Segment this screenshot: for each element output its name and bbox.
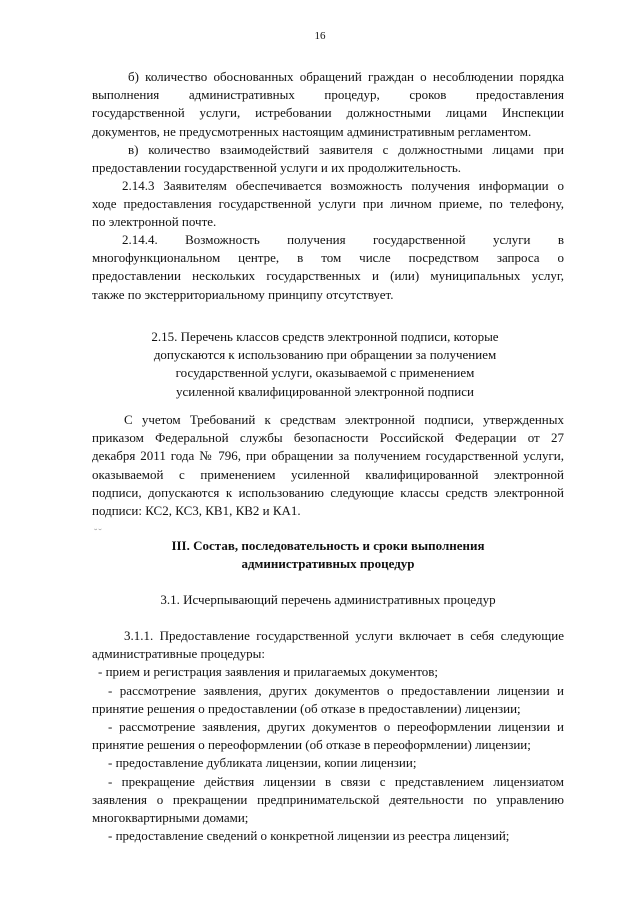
heading-line: усиленной квалифицированной электронной подписи xyxy=(176,383,474,399)
scan-mark: ˘˘ xyxy=(94,528,103,539)
text-line: многоквартирными домами; xyxy=(92,810,249,826)
list-item: - предоставление дубликата лицензии, копии лицензии; xyxy=(108,755,417,771)
section-3-heading xyxy=(92,537,564,573)
text-line: 3.1.1. Предоставление государственной услуги включает в себя следующие xyxy=(124,628,564,643)
paragraph-b xyxy=(92,68,564,141)
text-line: ходе предоставления государственной услуги при личном приеме, по телефону, xyxy=(92,196,564,212)
list-item: - рассмотрение заявления, других документов о предоставлении лицензии и xyxy=(108,682,564,698)
section-2-15-heading xyxy=(110,328,540,401)
list-item: - прекращение действия лицензии в связи с представлением лицензиатом xyxy=(108,773,564,789)
text-line: оказываемой с применением усиленной квалифицированной электронной xyxy=(92,466,564,482)
paragraph-2-14-4 xyxy=(92,231,564,304)
text-line: в) количество взаимодействий заявителя с должностными лицами при xyxy=(128,142,564,157)
text-line: 2.14.3 Заявителям обеспечивается возможность получения информации о xyxy=(122,178,564,193)
text-line: предоставлении государственной услуги и их продолжительность. xyxy=(92,160,462,176)
text-line: С учетом Требований к средствам электронной подписи, утвержденных xyxy=(124,412,564,427)
text-line: государственной услуги, истребовании должностными лицами Инспекции xyxy=(92,105,564,121)
list-item: - предоставление сведений о конкретной лицензии из реестра лицензий; xyxy=(108,828,510,844)
heading-line: государственной услуги, оказываемой с применением xyxy=(175,365,475,381)
text-line: заявления о прекращении предпринимательской деятельности по управлению xyxy=(92,791,564,807)
text-line: принятие решения о предоставлении (об отказе в предоставлении) лицензии; xyxy=(92,700,521,716)
text-line: предоставлении нескольких государственных и (или) муниципальных услуг, xyxy=(92,268,564,284)
text-line: по электронной почте. xyxy=(92,214,217,230)
text-line: декабря 2011 года № 796, при обращении за получением государственной услуги, xyxy=(92,448,564,464)
text-line: подписи, допускаются к использованию следующие классы средств электронной xyxy=(92,484,564,500)
paragraph-3-1-1 xyxy=(92,627,564,845)
text-line: документов, не предусмотренных настоящим административным регламентом. xyxy=(92,123,532,139)
heading-line: III. Состав, последовательность и сроки выполнения xyxy=(171,538,485,553)
paragraph-requirements xyxy=(92,411,564,520)
section-3-1-heading xyxy=(92,591,564,609)
list-item: - прием и регистрация заявления и прилагаемых документов; xyxy=(98,664,439,680)
text-line: также по экстерриториальному принципу отсутствует. xyxy=(92,286,394,302)
list-item: - рассмотрение заявления, других документов о переоформлении лицензии и xyxy=(108,719,564,735)
paragraph-2-14-3 xyxy=(92,177,564,232)
heading-line: допускаются к использованию при обращении за получением xyxy=(153,347,497,363)
paragraph-v xyxy=(92,141,564,177)
text-line: б) количество обоснованных обращений граждан о несоблюдении порядка xyxy=(128,69,564,84)
text-line: выполнения административных процедур, сроков предоставления xyxy=(92,87,564,103)
heading-line: 2.15. Перечень классов средств электронной подписи, которые xyxy=(151,329,499,344)
heading-line: 3.1. Исчерпывающий перечень административных процедур xyxy=(160,592,496,607)
page-number: 16 xyxy=(314,30,326,42)
text-line: приказом Федеральной службы безопасности Российской Федерации от 27 xyxy=(92,430,564,446)
heading-line: административных процедур xyxy=(241,556,415,572)
text-line: многофункциональном центре, в том числе посредством запроса о xyxy=(92,250,564,266)
text-line: принятие решения о переоформлении (об отказе в переоформлении) лицензии; xyxy=(92,737,531,753)
text-line: административные процедуры: xyxy=(92,646,265,662)
text-line: 2.14.4. Возможность получения государственной услуги в xyxy=(122,232,564,247)
text-line: подписи: КС2, КС3, КВ1, КВ2 и КА1. xyxy=(92,503,301,519)
